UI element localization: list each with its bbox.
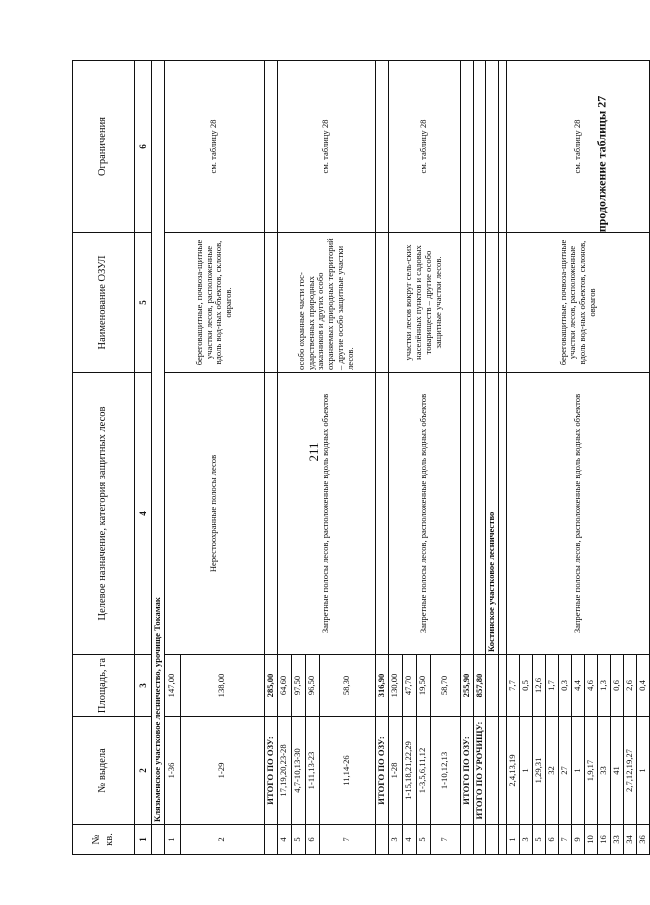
cell-vydel: 32 xyxy=(546,717,559,825)
cell-kv: 1 xyxy=(164,825,180,855)
cell-vydel: 1-36 xyxy=(164,717,180,825)
cell-area: 4,6 xyxy=(585,655,598,717)
header-area: Площадь, га xyxy=(73,655,135,717)
cell-area: 97,50 xyxy=(291,655,305,717)
header-ozul: Наименование ОЗУЛ xyxy=(73,233,135,373)
cell-kv: 4 xyxy=(277,825,291,855)
col-number: 4 xyxy=(135,373,152,655)
cell-purpose: Запретные полосы лесов, расположенные вдоль водных объектов xyxy=(507,373,650,655)
cell-area: 64,60 xyxy=(277,655,291,717)
cell-kv: 5 xyxy=(291,825,305,855)
cell-vydel: 4,7-10,13-30 xyxy=(291,717,305,825)
cell-vydel: 1-11,13-23 xyxy=(305,717,319,825)
cell-purpose: Запретные полосы лесов, расположенные вдоль водных объектов xyxy=(388,373,460,655)
cell-kv: 6 xyxy=(546,825,559,855)
cell-area: 2,6 xyxy=(624,655,637,717)
cell-ozul: участки лесов вокруг сель-ских населённых пунктов и садовых товариществ – другие особо защитные участки лесов. xyxy=(388,233,460,373)
cell-vydel: 1-3,5,6,11,12 xyxy=(416,717,430,825)
cell-kv: 5 xyxy=(416,825,430,855)
cell-vydel: 1-15,18,21,22,29 xyxy=(402,717,416,825)
cell-ozul: береговащитные, почвоза-щитные участки лесов, расположенные вдоль вод-ных объектов, склонов, оврагов. xyxy=(164,233,264,373)
col-number: 3 xyxy=(135,655,152,717)
cell-vydel: 1 xyxy=(520,717,533,825)
cell-vydel: 1,9,17 xyxy=(585,717,598,825)
cell-area: 47,70 xyxy=(402,655,416,717)
cell-vydel: 27 xyxy=(559,717,572,825)
cell-kv: 1 xyxy=(507,825,520,855)
cell-vydel: 17,19,20,23-28 xyxy=(277,717,291,825)
section-title: Клязьменское участковое лесничество, урочище Токамак xyxy=(152,61,165,825)
cell-kv: 7 xyxy=(319,825,375,855)
cell-area: 0,5 xyxy=(520,655,533,717)
cell-area: 1,7 xyxy=(546,655,559,717)
cell-kv: 6 xyxy=(305,825,319,855)
cell-vydel: 1 xyxy=(572,717,585,825)
total-label: ИТОГО ПО ОЗУ: xyxy=(264,717,277,825)
total-area: 316,90 xyxy=(375,655,388,717)
page-number: 211 xyxy=(306,442,321,462)
grand-total-label: ИТОГО ПО УРОЧИЩУ: xyxy=(473,717,486,825)
cell-kv: 16 xyxy=(598,825,611,855)
cell-area: 4,4 xyxy=(572,655,585,717)
total-label: ИТОГО ПО ОЗУ: xyxy=(375,717,388,825)
cell-limits: см. таблицу 28 xyxy=(277,61,375,233)
cell-area: 12,6 xyxy=(533,655,546,717)
cell-area: 0,4 xyxy=(637,655,650,717)
header-vydel: № выдела xyxy=(73,717,135,825)
cell-kv: 2 xyxy=(180,825,264,855)
col-number: 1 xyxy=(135,825,152,855)
cell-kv: 5 xyxy=(533,825,546,855)
cell-kv: 3 xyxy=(520,825,533,855)
cell-area: 7,7 xyxy=(507,655,520,717)
cell-vydel: 11,14-26 xyxy=(319,717,375,825)
col-number: 6 xyxy=(135,61,152,233)
cell-vydel: 1-28 xyxy=(388,717,402,825)
cell-vydel: 1-10,12,13 xyxy=(430,717,460,825)
cell-kv: 9 xyxy=(572,825,585,855)
cell-area: 96,50 xyxy=(305,655,319,717)
cell-area: 147,00 xyxy=(164,655,180,717)
cell-ozul: особо охранные части гос-ударственных природных заказников и других особо охраняемых природных территорий – другие особо защитные участки лесов. xyxy=(277,233,375,373)
cell-kv: 10 xyxy=(585,825,598,855)
col-number: 5 xyxy=(135,233,152,373)
cell-kv: 4 xyxy=(402,825,416,855)
forest-zones-table xyxy=(72,60,650,855)
cell-purpose: Нерестоохранные полосы лесов xyxy=(164,373,264,655)
cell-purpose: Запретные полосы лесов, расположенные вдоль водных объектов xyxy=(277,373,375,655)
cell-limits: см. таблицу 28 xyxy=(164,61,264,233)
cell-area: 1,3 xyxy=(598,655,611,717)
cell-limits: см. таблицу 28 xyxy=(507,61,650,233)
header-purpose: Целевое назначение, категория защитных лесов xyxy=(73,373,135,655)
cell-kv: 34 xyxy=(624,825,637,855)
cell-vydel: 2,7,12,19,27 xyxy=(624,717,637,825)
total-area: 255,90 xyxy=(460,655,473,717)
cell-area: 58,70 xyxy=(430,655,460,717)
header-limits: Ограничения xyxy=(73,61,135,233)
total-label: ИТОГО ПО ОЗУ: xyxy=(460,717,473,825)
header-kv: № кв. xyxy=(73,825,135,855)
col-number: 2 xyxy=(135,717,152,825)
cell-kv: 3 xyxy=(388,825,402,855)
cell-vydel: 2,4,13,19 xyxy=(507,717,520,825)
cell-limits: см. таблицу 28 xyxy=(388,61,460,233)
cell-kv: 33 xyxy=(611,825,624,855)
cell-area: 0,6 xyxy=(611,655,624,717)
cell-kv: 36 xyxy=(637,825,650,855)
cell-vydel: 41 xyxy=(611,717,624,825)
cell-area: 138,00 xyxy=(180,655,264,717)
cell-vydel: 1,29,31 xyxy=(533,717,546,825)
cell-area: 130,00 xyxy=(388,655,402,717)
table-continuation-label: продолжение таблицы 27 xyxy=(594,95,609,233)
total-area: 285,00 xyxy=(264,655,277,717)
cell-ozul: береговащитные, почвоза-щитные участки лесов, расположенные вдоль вод-ных объектов, склонов, оврагов xyxy=(507,233,650,373)
cell-area: 58,30 xyxy=(319,655,375,717)
cell-area: 0,3 xyxy=(559,655,572,717)
cell-vydel: 33 xyxy=(598,717,611,825)
cell-vydel: 1 xyxy=(637,717,650,825)
cell-area: 19,50 xyxy=(416,655,430,717)
cell-kv: 7 xyxy=(430,825,460,855)
cell-vydel: 1-29 xyxy=(180,717,264,825)
grand-total-area: 857,80 xyxy=(473,655,486,717)
section-title: Костинское участковое лесничество xyxy=(486,373,499,655)
cell-kv: 7 xyxy=(559,825,572,855)
